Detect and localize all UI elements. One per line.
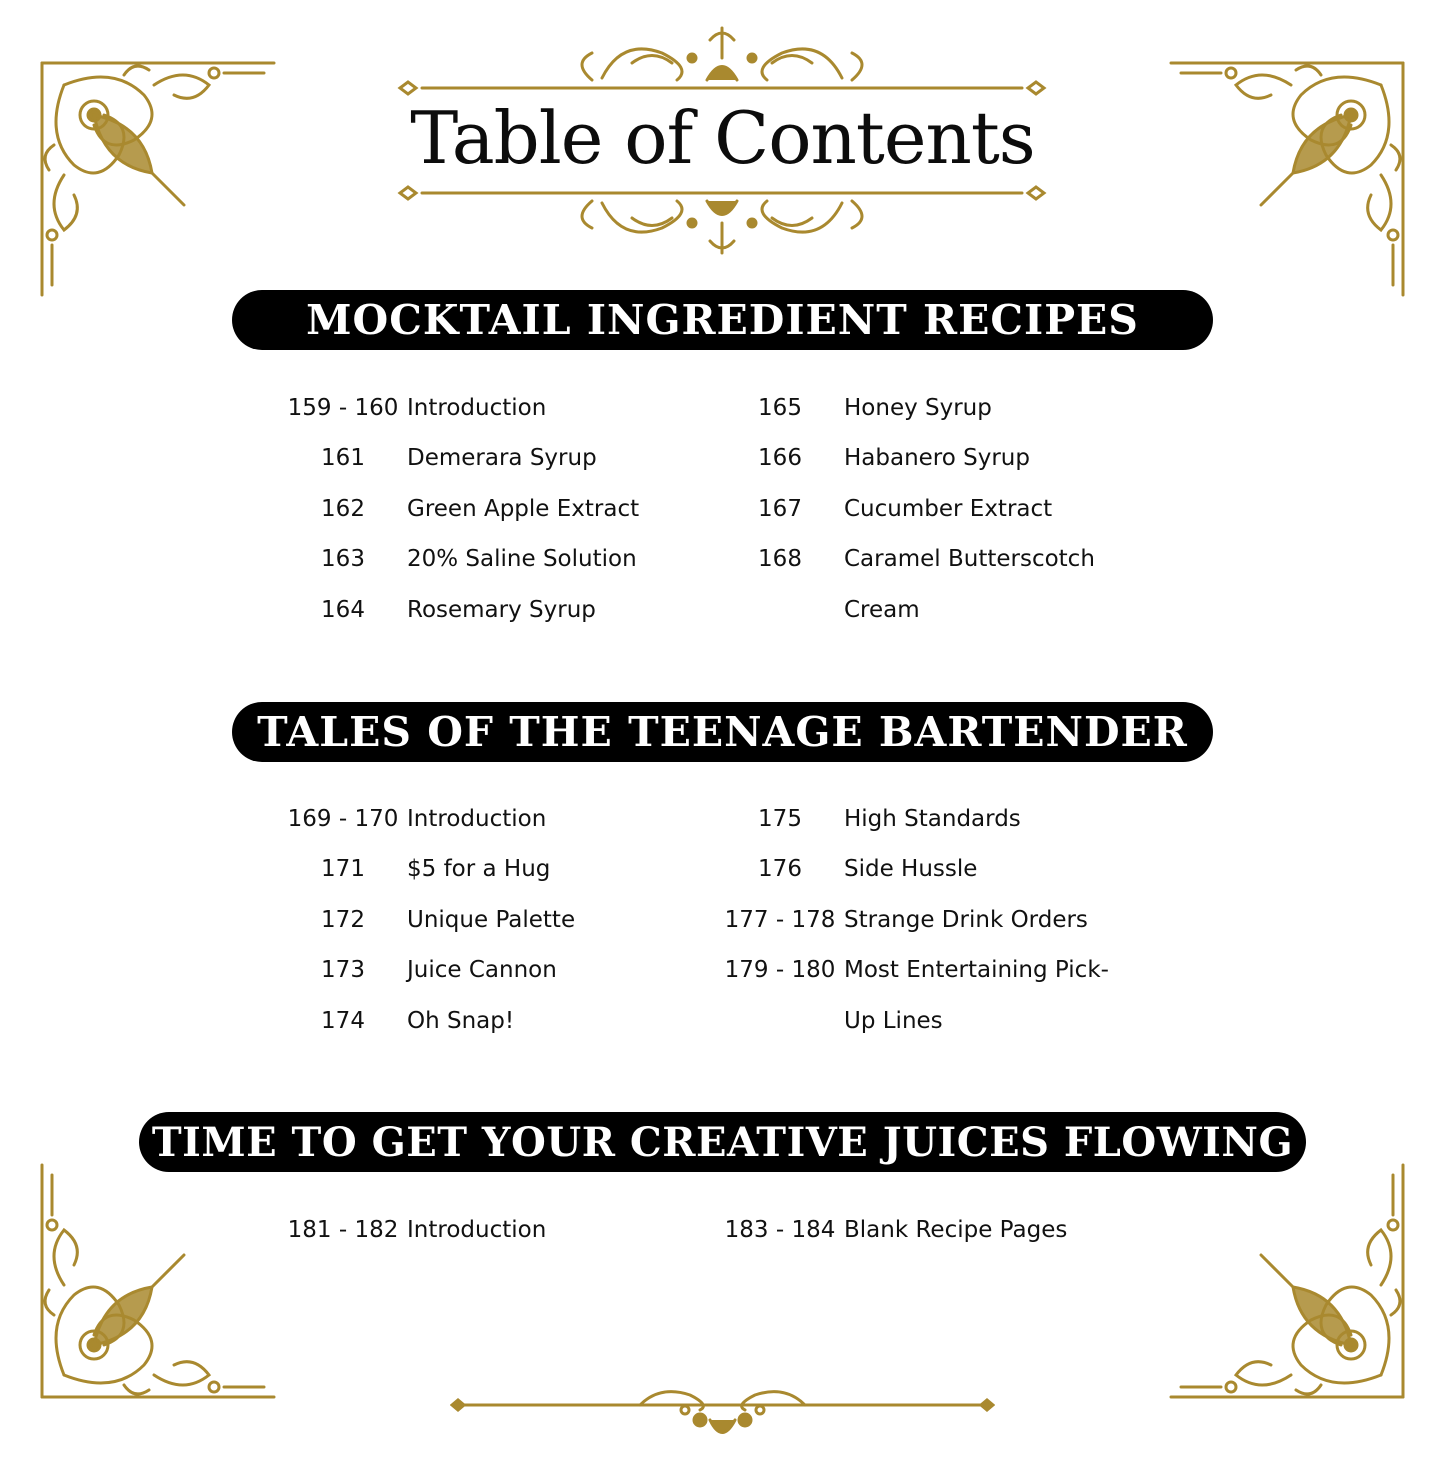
page-number: 162 <box>321 495 365 522</box>
entry-title: Honey Syrup <box>844 395 992 421</box>
entry-title: Demerara Syrup <box>407 445 597 472</box>
page-number: 167 <box>758 495 802 522</box>
entry-title: Unique Palette <box>407 906 576 933</box>
entry-title: Habanero Syrup <box>844 445 1030 472</box>
page-number: 174 <box>321 1007 365 1034</box>
page-number: 177 - 178 <box>724 906 836 933</box>
section-heading-banner: MOCKTAIL INGREDIENT RECIPES <box>232 290 1213 350</box>
entry-title: Caramel Butterscotch <box>844 546 1095 573</box>
entry-title: High Standards <box>844 806 1021 832</box>
page-number: 176 <box>758 856 802 883</box>
entry-title: Introduction <box>407 395 547 421</box>
entry-title: Most Entertaining Pick- <box>844 957 1109 984</box>
page-number: 168 <box>758 546 802 573</box>
page-number: 172 <box>321 906 365 933</box>
entry-title: Strange Drink Orders <box>844 906 1088 933</box>
entry-title: Oh Snap! <box>407 1007 515 1034</box>
footer-scroll-icon <box>450 1380 995 1450</box>
entry-title: Up Lines <box>844 1007 943 1034</box>
page-number: 173 <box>321 957 365 984</box>
page-number: 166 <box>758 445 802 472</box>
entry-title: $5 for a Hug <box>407 856 551 883</box>
entry-title: Juice Cannon <box>407 957 557 984</box>
page-number: 175 <box>758 806 802 832</box>
page-number: 165 <box>758 395 802 421</box>
entry-title: Cream <box>844 596 920 623</box>
page-title: Table of Contents <box>410 96 1035 180</box>
entry-title: Side Hussle <box>844 856 978 883</box>
page-number: 164 <box>321 596 365 623</box>
section-heading-banner: TIME TO GET YOUR CREATIVE JUICES FLOWING <box>139 1112 1306 1172</box>
page-number: 169 - 170 <box>287 806 399 832</box>
page-number: 179 - 180 <box>724 957 836 984</box>
page-number: 171 <box>321 856 365 883</box>
entry-title: Rosemary Syrup <box>407 596 596 623</box>
page-number: 161 <box>321 445 365 472</box>
entry-title: Cucumber Extract <box>844 495 1053 522</box>
entry-title: 20% Saline Solution <box>407 546 637 573</box>
section-heading-banner: TALES OF THE TEENAGE BARTENDER <box>232 702 1213 762</box>
page-number: 163 <box>321 546 365 573</box>
entry-title: Green Apple Extract <box>407 495 640 522</box>
title-bottom-scroll-icon <box>392 183 1052 263</box>
entry-title: Introduction <box>407 1217 547 1243</box>
page-number: 181 - 182 <box>287 1217 399 1243</box>
title-top-scroll-icon <box>392 18 1052 98</box>
entry-title: Introduction <box>407 806 547 832</box>
corner-flourish-bottom-left-icon <box>34 1155 284 1405</box>
page-number: 159 - 160 <box>287 395 399 421</box>
corner-flourish-bottom-right-icon <box>1161 1155 1411 1405</box>
page-number: 183 - 184 <box>724 1217 836 1243</box>
entry-title: Blank Recipe Pages <box>844 1217 1068 1243</box>
